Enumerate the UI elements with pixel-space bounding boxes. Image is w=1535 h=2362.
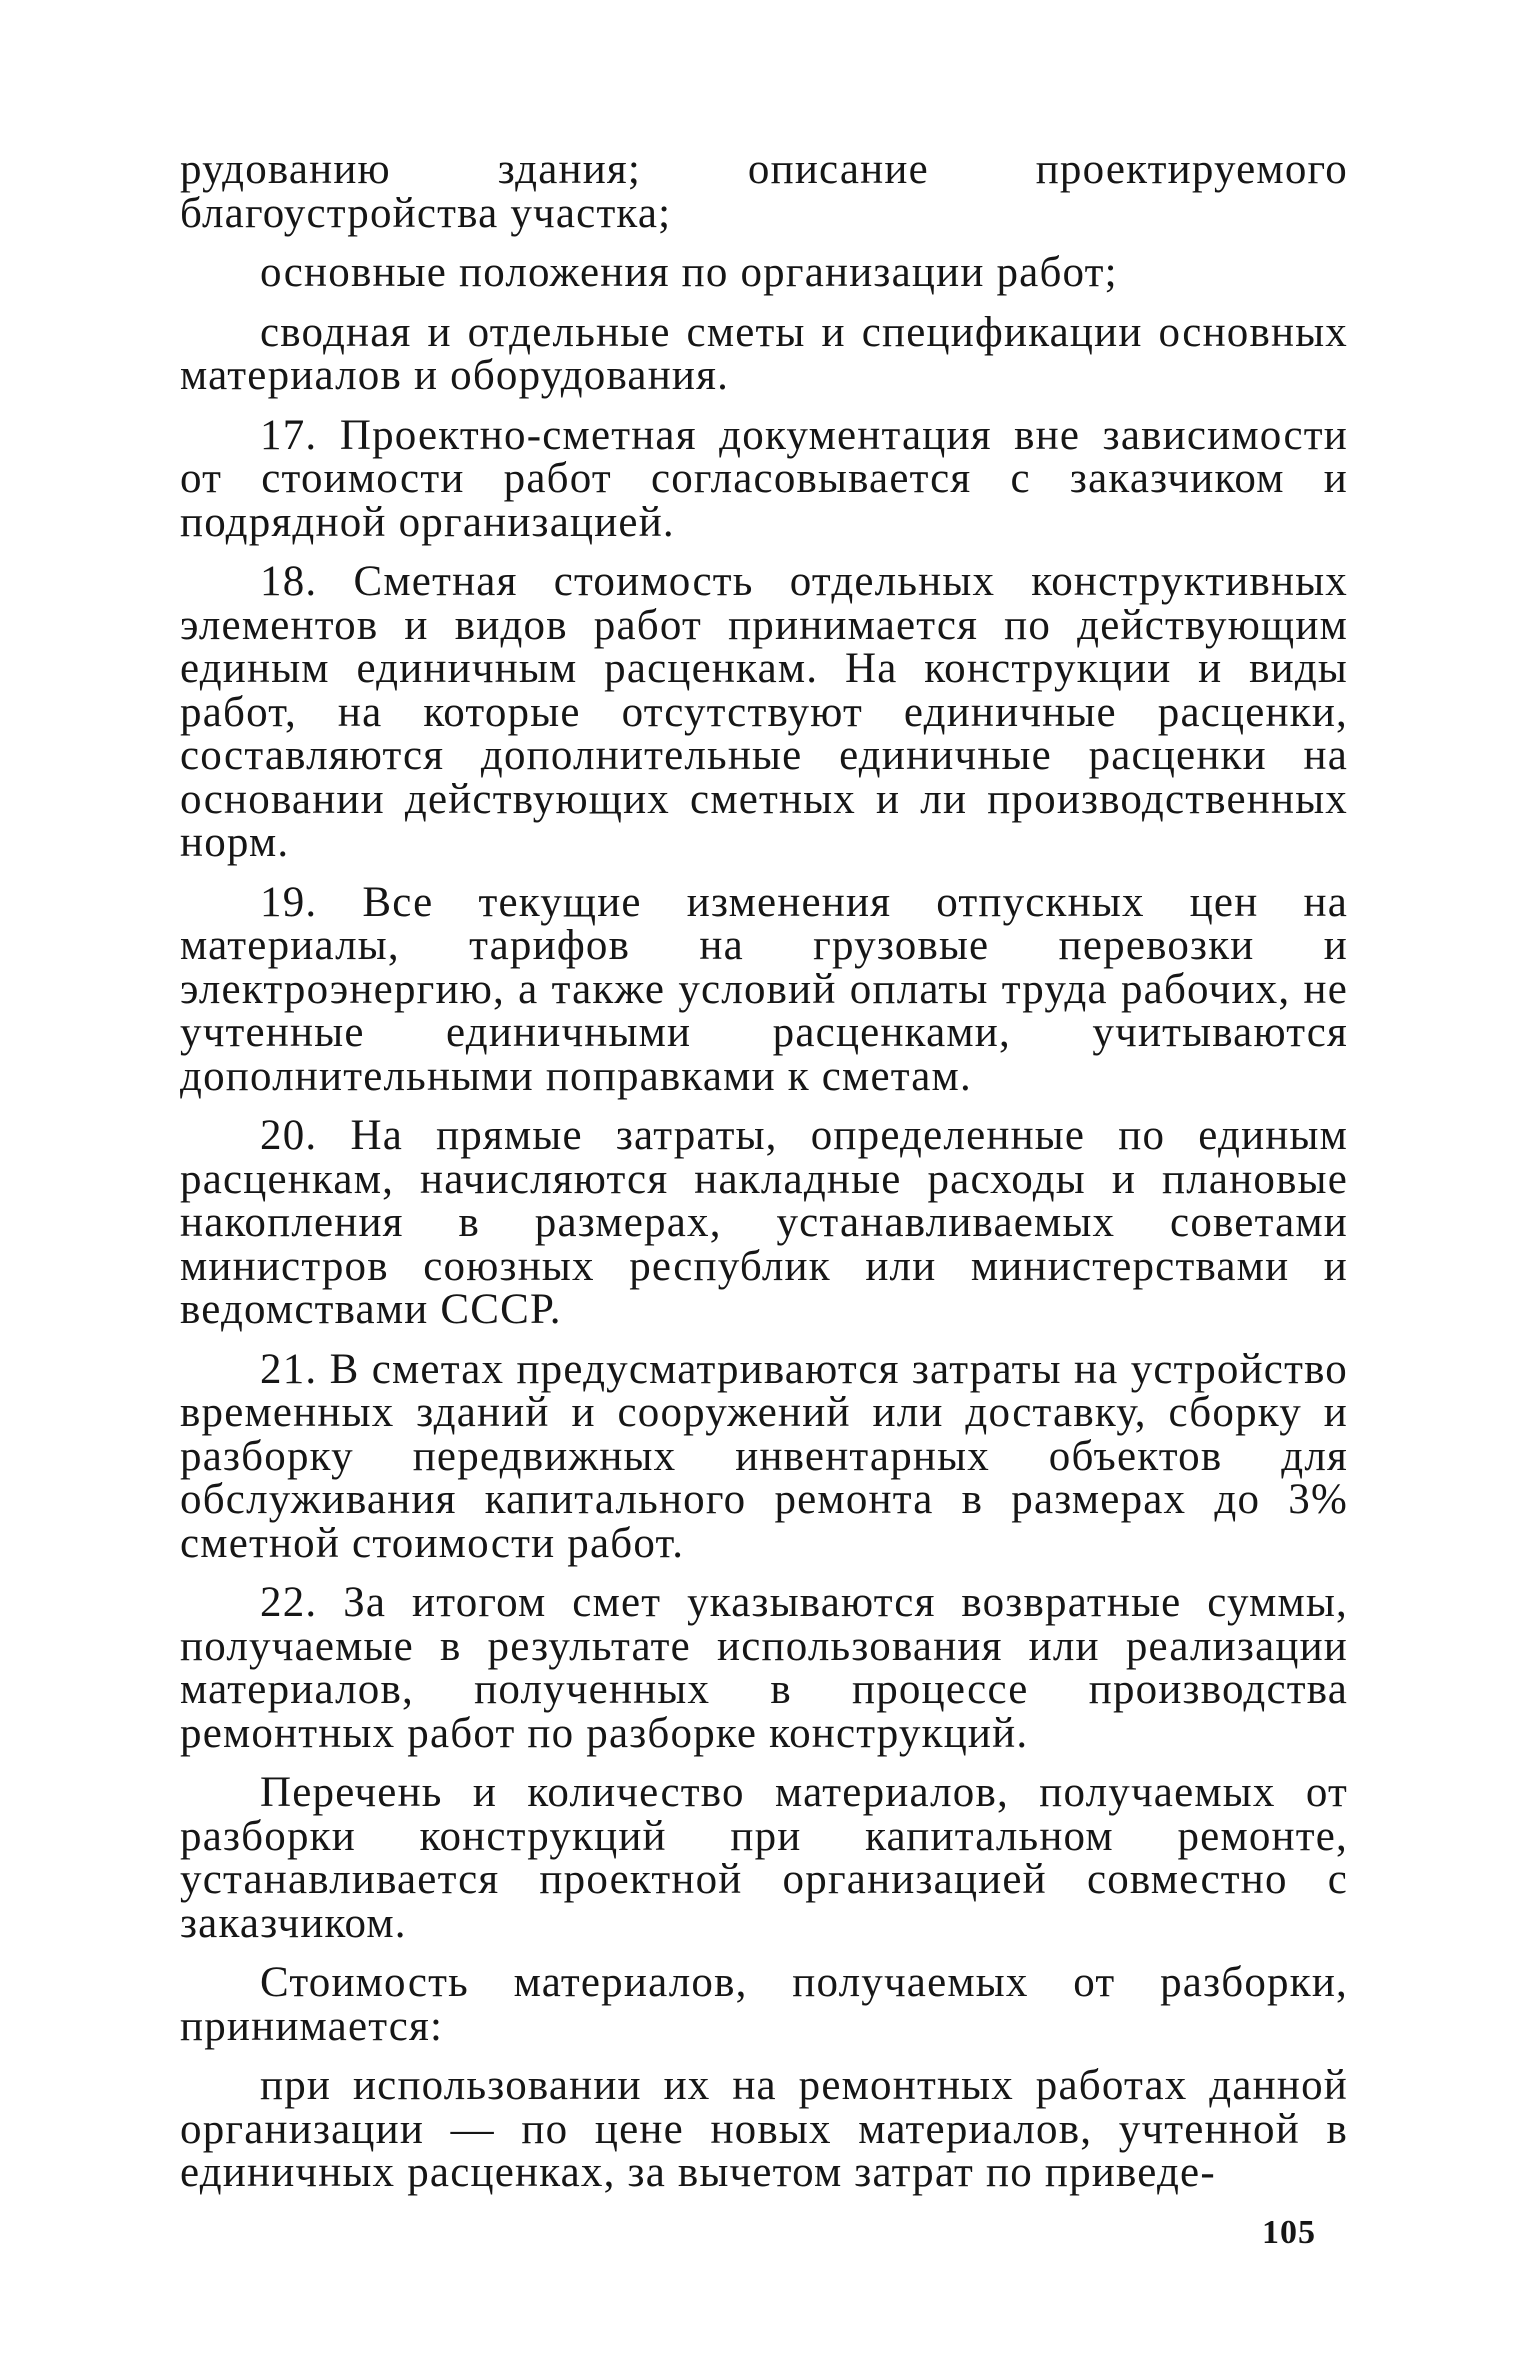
paragraph-materials-list: Перечень и количество материалов, получаемых от разборки конструкций при капитальном ремонте, устанавливается проектной организацией совместно с заказчиком. <box>180 1769 1348 1947</box>
body-text <box>180 148 1348 2211</box>
paragraph-organization-of-works: основные положения по организации работ; <box>260 249 1118 296</box>
paragraph-item-18: 18. Сметная стоимость отдельных конструктивных элементов и видов работ принимается по действующим единым единичным расценкам. На конструкции и виды работ, на которые отсутствуют единичные расценки, составляются дополнительные единичные расценки на основании действующих сметных и ли производственных норм. <box>180 558 1348 866</box>
page-number: 105 <box>1262 2214 1316 2251</box>
paragraph-continuation: рудованию здания; описание проектируемого благоустройства участка; <box>180 146 1348 237</box>
paragraph-materials-cost: Стоимость материалов, получаемых от разборки, принимается: <box>180 1959 1348 2050</box>
paragraph-item-17: 17. Проектно-сметная документация вне зависимости от стоимости работ согласовывается с заказчиком и подрядной организацией. <box>180 411 1348 546</box>
paragraph-item-22: 22. За итогом смет указываются возвратные суммы, получаемые в результате использования или реализации материалов, полученных в процессе производства ремонтных работ по разборке конструкций. <box>180 1579 1348 1757</box>
paragraph-estimates-and-specifications: сводная и отдельные сметы и спецификации основных материалов и оборудования. <box>180 308 1348 399</box>
paragraph-reuse-pricing: при использовании их на ремонтных работах данной организации — по цене новых материалов, учтенной в единичных расценках, за вычетом затрат по приведе- <box>180 2062 1348 2196</box>
paragraph-item-19: 19. Все текущие изменения отпускных цен на материалы, тарифов на грузовые перевозки и электроэнергию, а также условий оплаты труда рабочих, не учтенные единичными расценками, учитываются дополнительными поправками к сметам. <box>180 878 1348 1100</box>
paragraph-item-20: 20. На прямые затраты, определенные по единым расценкам, начисляются накладные расходы и плановые накопления в размерах, устанавливаемых советами министров союзных республик или министерствами и ведомствами СССР. <box>180 1112 1348 1333</box>
paragraph-item-21: 21. В сметах предусматриваются затраты на устройство временных зданий и сооружений или доставку, сборку и разборку передвижных инвентарных объектов для обслуживания капитального ремонта в размерах до 3% сметной стоимости работ. <box>180 1345 1348 1567</box>
